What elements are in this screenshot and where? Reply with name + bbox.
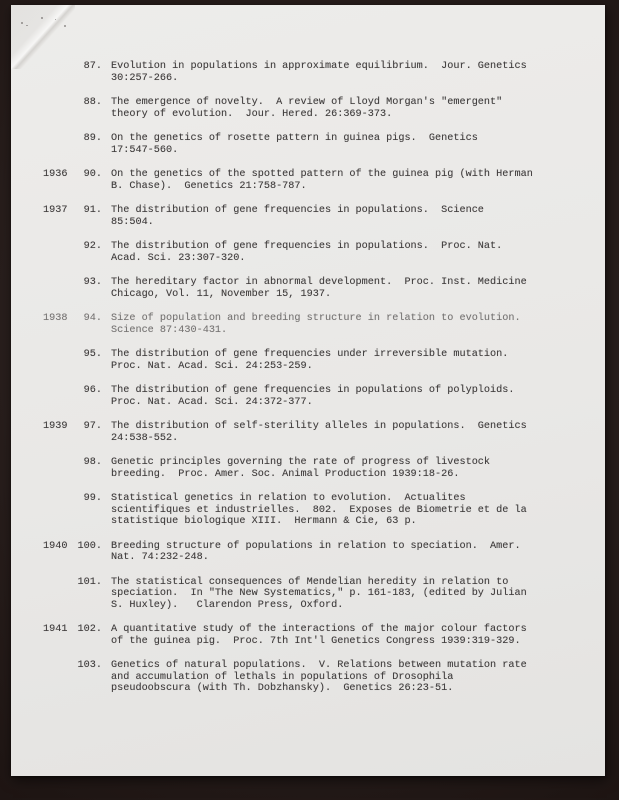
entry-text xyxy=(111,457,490,480)
entry-text-line: On the genetics of rosette pattern in guinea pigs. Genetics xyxy=(111,133,478,144)
entry-number: 98. xyxy=(83,457,102,468)
entry-text-line: Proc. Nat. Acad. Sci. 24:253-259. xyxy=(111,360,313,372)
entry-text-line: The distribution of gene frequencies under irreversible mutation. xyxy=(111,349,509,360)
bibliography-entry xyxy=(11,205,605,228)
entry-text-line: The hereditary factor in abnormal development. Proc. Inst. Medicine xyxy=(111,277,527,288)
bibliography-entry xyxy=(11,541,605,564)
bibliography-entry xyxy=(11,169,605,192)
entry-year: 1940 xyxy=(43,540,68,552)
entry-text-line: The distribution of gene frequencies in populations of polyploids. xyxy=(111,385,515,396)
entry-year xyxy=(43,277,77,300)
bibliography-entry xyxy=(11,421,605,444)
entry-text xyxy=(111,385,515,408)
entry-text-line: and accumulation of lethals in populations of Drosophila xyxy=(111,671,454,683)
entry-text-line: Genetics of natural populations. V. Relations between mutation rate xyxy=(111,660,527,671)
entry-text-line: 24:538-552. xyxy=(111,432,179,444)
entry-year xyxy=(43,97,77,120)
entry-number: 89. xyxy=(83,133,102,144)
entry-number: 96. xyxy=(83,385,102,396)
entry-year xyxy=(43,493,77,528)
entry-text-line: The statistical consequences of Mendelian heredity in relation to xyxy=(111,576,509,588)
entry-text-line: S. Huxley). Clarendon Press, Oxford. xyxy=(111,599,344,611)
entry-number: 102. xyxy=(77,624,102,635)
entry-text xyxy=(111,421,527,444)
entry-year xyxy=(43,457,77,480)
bibliography-entry xyxy=(11,313,605,336)
entry-text-line: Proc. Nat. Acad. Sci. 24:372-377. xyxy=(111,396,313,408)
entry-text-line: pseudoobscura (with Th. Dobzhansky). Genetics 26:23-51. xyxy=(111,683,454,694)
entry-text-line: The emergence of novelty. A review of Lloyd Morgan's "emergent" xyxy=(111,97,503,108)
bibliography-entry xyxy=(11,624,605,647)
entry-number: 101. xyxy=(77,576,102,588)
entry-year: 1941 xyxy=(43,624,68,635)
bibliography-entry xyxy=(11,577,605,612)
bibliography-entry xyxy=(11,133,605,156)
entry-text-line: Size of population and breeding structure in relation to evolution. xyxy=(111,313,521,324)
entry-text-line: 17:547-560. xyxy=(111,144,179,156)
entry-text-line: Breeding structure of populations in relation to speciation. Amer. xyxy=(111,540,521,552)
entry-year: 1939 xyxy=(43,421,68,432)
entry-text xyxy=(111,205,484,228)
entry-number: 87. xyxy=(83,61,102,72)
entry-number: 93. xyxy=(83,277,102,288)
entry-text-line: Evolution in populations in approximate equilibrium. Jour. Genetics xyxy=(111,61,527,72)
entry-number: 92. xyxy=(83,241,102,252)
bibliography-entry xyxy=(11,61,605,84)
entry-year xyxy=(43,385,77,408)
pencil-speck xyxy=(41,17,43,19)
entry-number: 99. xyxy=(83,493,102,504)
entry-year xyxy=(43,241,77,264)
entry-text-line: 85:504. xyxy=(111,216,154,228)
entry-text-line: The distribution of self-sterility alleles in populations. Genetics xyxy=(111,421,527,432)
entry-text-line: Genetic principles governing the rate of progress of livestock xyxy=(111,457,491,468)
entry-text-line: statistique biologique XIII. Hermann & Cie, 63 p. xyxy=(111,516,417,527)
bibliography-entry xyxy=(11,97,605,120)
entry-text-line: A quantitative study of the interactions of the major colour factors xyxy=(111,624,527,635)
entry-text xyxy=(111,349,508,372)
entry-text xyxy=(111,660,527,695)
entry-text-line: The distribution of gene frequencies in populations. Science xyxy=(111,205,484,216)
entry-year: 1936 xyxy=(43,169,68,180)
entry-text xyxy=(111,624,527,647)
entry-number: 100. xyxy=(77,540,102,552)
bibliography-entry xyxy=(11,385,605,408)
entry-text xyxy=(111,541,521,564)
entry-number: 90. xyxy=(83,169,102,180)
bibliography-entry xyxy=(11,457,605,480)
entry-text xyxy=(111,61,527,84)
bibliography-entry xyxy=(11,349,605,372)
entry-text xyxy=(111,277,527,300)
entry-text-line: breeding. Proc. Amer. Soc. Animal Production 1939:18-26. xyxy=(111,468,460,480)
bibliography-entry xyxy=(11,493,605,528)
pencil-speck xyxy=(64,25,66,27)
entry-text-line: of the guinea pig. Proc. 7th Int'l Genetics Congress 1939:319-329. xyxy=(111,635,521,647)
entry-text-line: Chicago, Vol. 11, November 15, 1937. xyxy=(111,288,332,300)
entry-text-line: scientifiques et industrielles. 802. Exposes de Biometrie et de la xyxy=(111,504,527,516)
entry-text xyxy=(111,577,527,612)
entry-number: 94. xyxy=(83,313,102,324)
entry-text-line: B. Chase). Genetics 21:758-787. xyxy=(111,180,307,192)
entry-text-line: The distribution of gene frequencies in populations. Proc. Nat. xyxy=(111,241,503,252)
entry-number: 97. xyxy=(83,421,102,432)
entry-year xyxy=(43,133,77,156)
entry-text-line: On the genetics of the spotted pattern of the guinea pig (with Herman xyxy=(111,169,533,180)
page-corner-crease xyxy=(11,5,75,69)
entry-text-line: speciation. In "The New Systematics," p. 161-183, (edited by Julian xyxy=(111,588,527,599)
entry-text xyxy=(111,493,527,528)
entry-year xyxy=(43,61,77,84)
entry-text xyxy=(111,241,502,264)
bibliography-entry xyxy=(11,277,605,300)
document-page xyxy=(11,5,605,776)
entry-text-line: Science 87:430-431. xyxy=(111,324,228,336)
pencil-speck xyxy=(26,25,28,26)
bibliography-entry xyxy=(11,660,605,695)
bibliography-list xyxy=(11,61,605,708)
entry-year: 1937 xyxy=(43,205,68,216)
entry-text-line: Nat. 74:232-248. xyxy=(111,552,209,563)
entry-year xyxy=(43,660,77,695)
entry-text xyxy=(111,133,478,156)
entry-number: 103. xyxy=(77,660,102,671)
entry-number: 91. xyxy=(83,205,102,216)
entry-text xyxy=(111,169,533,192)
entry-year: 1938 xyxy=(43,313,68,324)
entry-text xyxy=(111,313,521,336)
entry-year xyxy=(43,349,77,372)
pencil-speck xyxy=(55,19,56,20)
entry-text-line: Statistical genetics in relation to evolution. Actualites xyxy=(111,493,466,504)
bibliography-entry xyxy=(11,241,605,264)
pencil-speck xyxy=(21,22,23,24)
entry-number: 95. xyxy=(83,349,102,360)
entry-text xyxy=(111,97,502,120)
entry-number: 88. xyxy=(83,97,102,108)
entry-year xyxy=(43,577,77,612)
entry-text-line: Acad. Sci. 23:307-320. xyxy=(111,252,246,264)
entry-text-line: 30:257-266. xyxy=(111,72,179,84)
entry-text-line: theory of evolution. Jour. Hered. 26:369-373. xyxy=(111,108,393,120)
